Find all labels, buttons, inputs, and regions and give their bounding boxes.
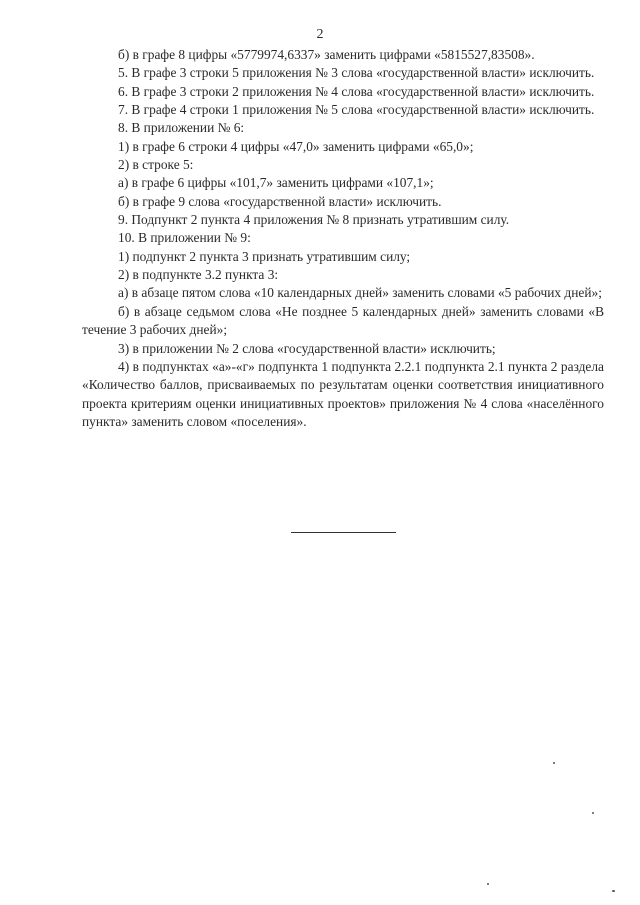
paragraph: 7. В графе 4 строки 1 приложения № 5 слова «государственной власти» исключить. [118,102,595,118]
paragraph: 2) в строке 5: [118,157,194,173]
paragraph: б) в абзаце седьмом слова «Не позднее 5 календарных дней» заменить словами «В течение 3 рабочих дней»; [82,303,604,338]
paragraph: 9. Подпункт 2 пункта 4 приложения № 8 признать утратившим силу. [118,212,510,228]
paragraph: 3) в приложении № 2 слова «государственной власти» исключить; [118,340,496,356]
paragraph: 1) подпункт 2 пункта 3 признать утратившим силу; [118,248,411,264]
paragraph: 1) в графе 6 строки 4 цифры «47,0» заменить цифрами «65,0»; [118,138,474,154]
page-number: 2 [316,27,324,42]
end-rule [291,532,396,533]
paragraph: б) в графе 9 слова «государственной власти» исключить. [118,193,442,209]
scan-speck [612,890,615,892]
paragraph: 4) в подпунктах «а»-«г» подпункта 1 подпункта 2.2.1 подпункта 2.1 пункта 2 раздела «Количество баллов, присваиваемых по результатам оценки соответствия инициативного проекта критериям оценки инициативных проектов» приложения № 4 слова «населённого пункта» заменить словом «поселения». [82,358,604,429]
paragraph: 2) в подпункте 3.2 пункта 3: [118,267,279,283]
scan-speck [592,812,594,814]
scan-speck [553,762,555,764]
paragraph: 5. В графе 3 строки 5 приложения № 3 слова «государственной власти» исключить. [118,65,595,81]
paragraph: б) в графе 8 цифры «5779974,6337» заменить цифрами «5815527,83508». [118,47,535,62]
paragraph: а) в абзаце пятом слова «10 календарных дней» заменить словами «5 рабочих дней»; [118,285,602,301]
scan-speck [487,883,489,885]
document-body [82,46,604,431]
paragraph: 6. В графе 3 строки 2 приложения № 4 слова «государственной власти» исключить. [118,83,595,99]
paragraph: 8. В приложении № 6: [118,120,245,136]
paragraph: а) в графе 6 цифры «101,7» заменить цифрами «107,1»; [118,175,434,191]
paragraph: 10. В приложении № 9: [118,230,251,246]
